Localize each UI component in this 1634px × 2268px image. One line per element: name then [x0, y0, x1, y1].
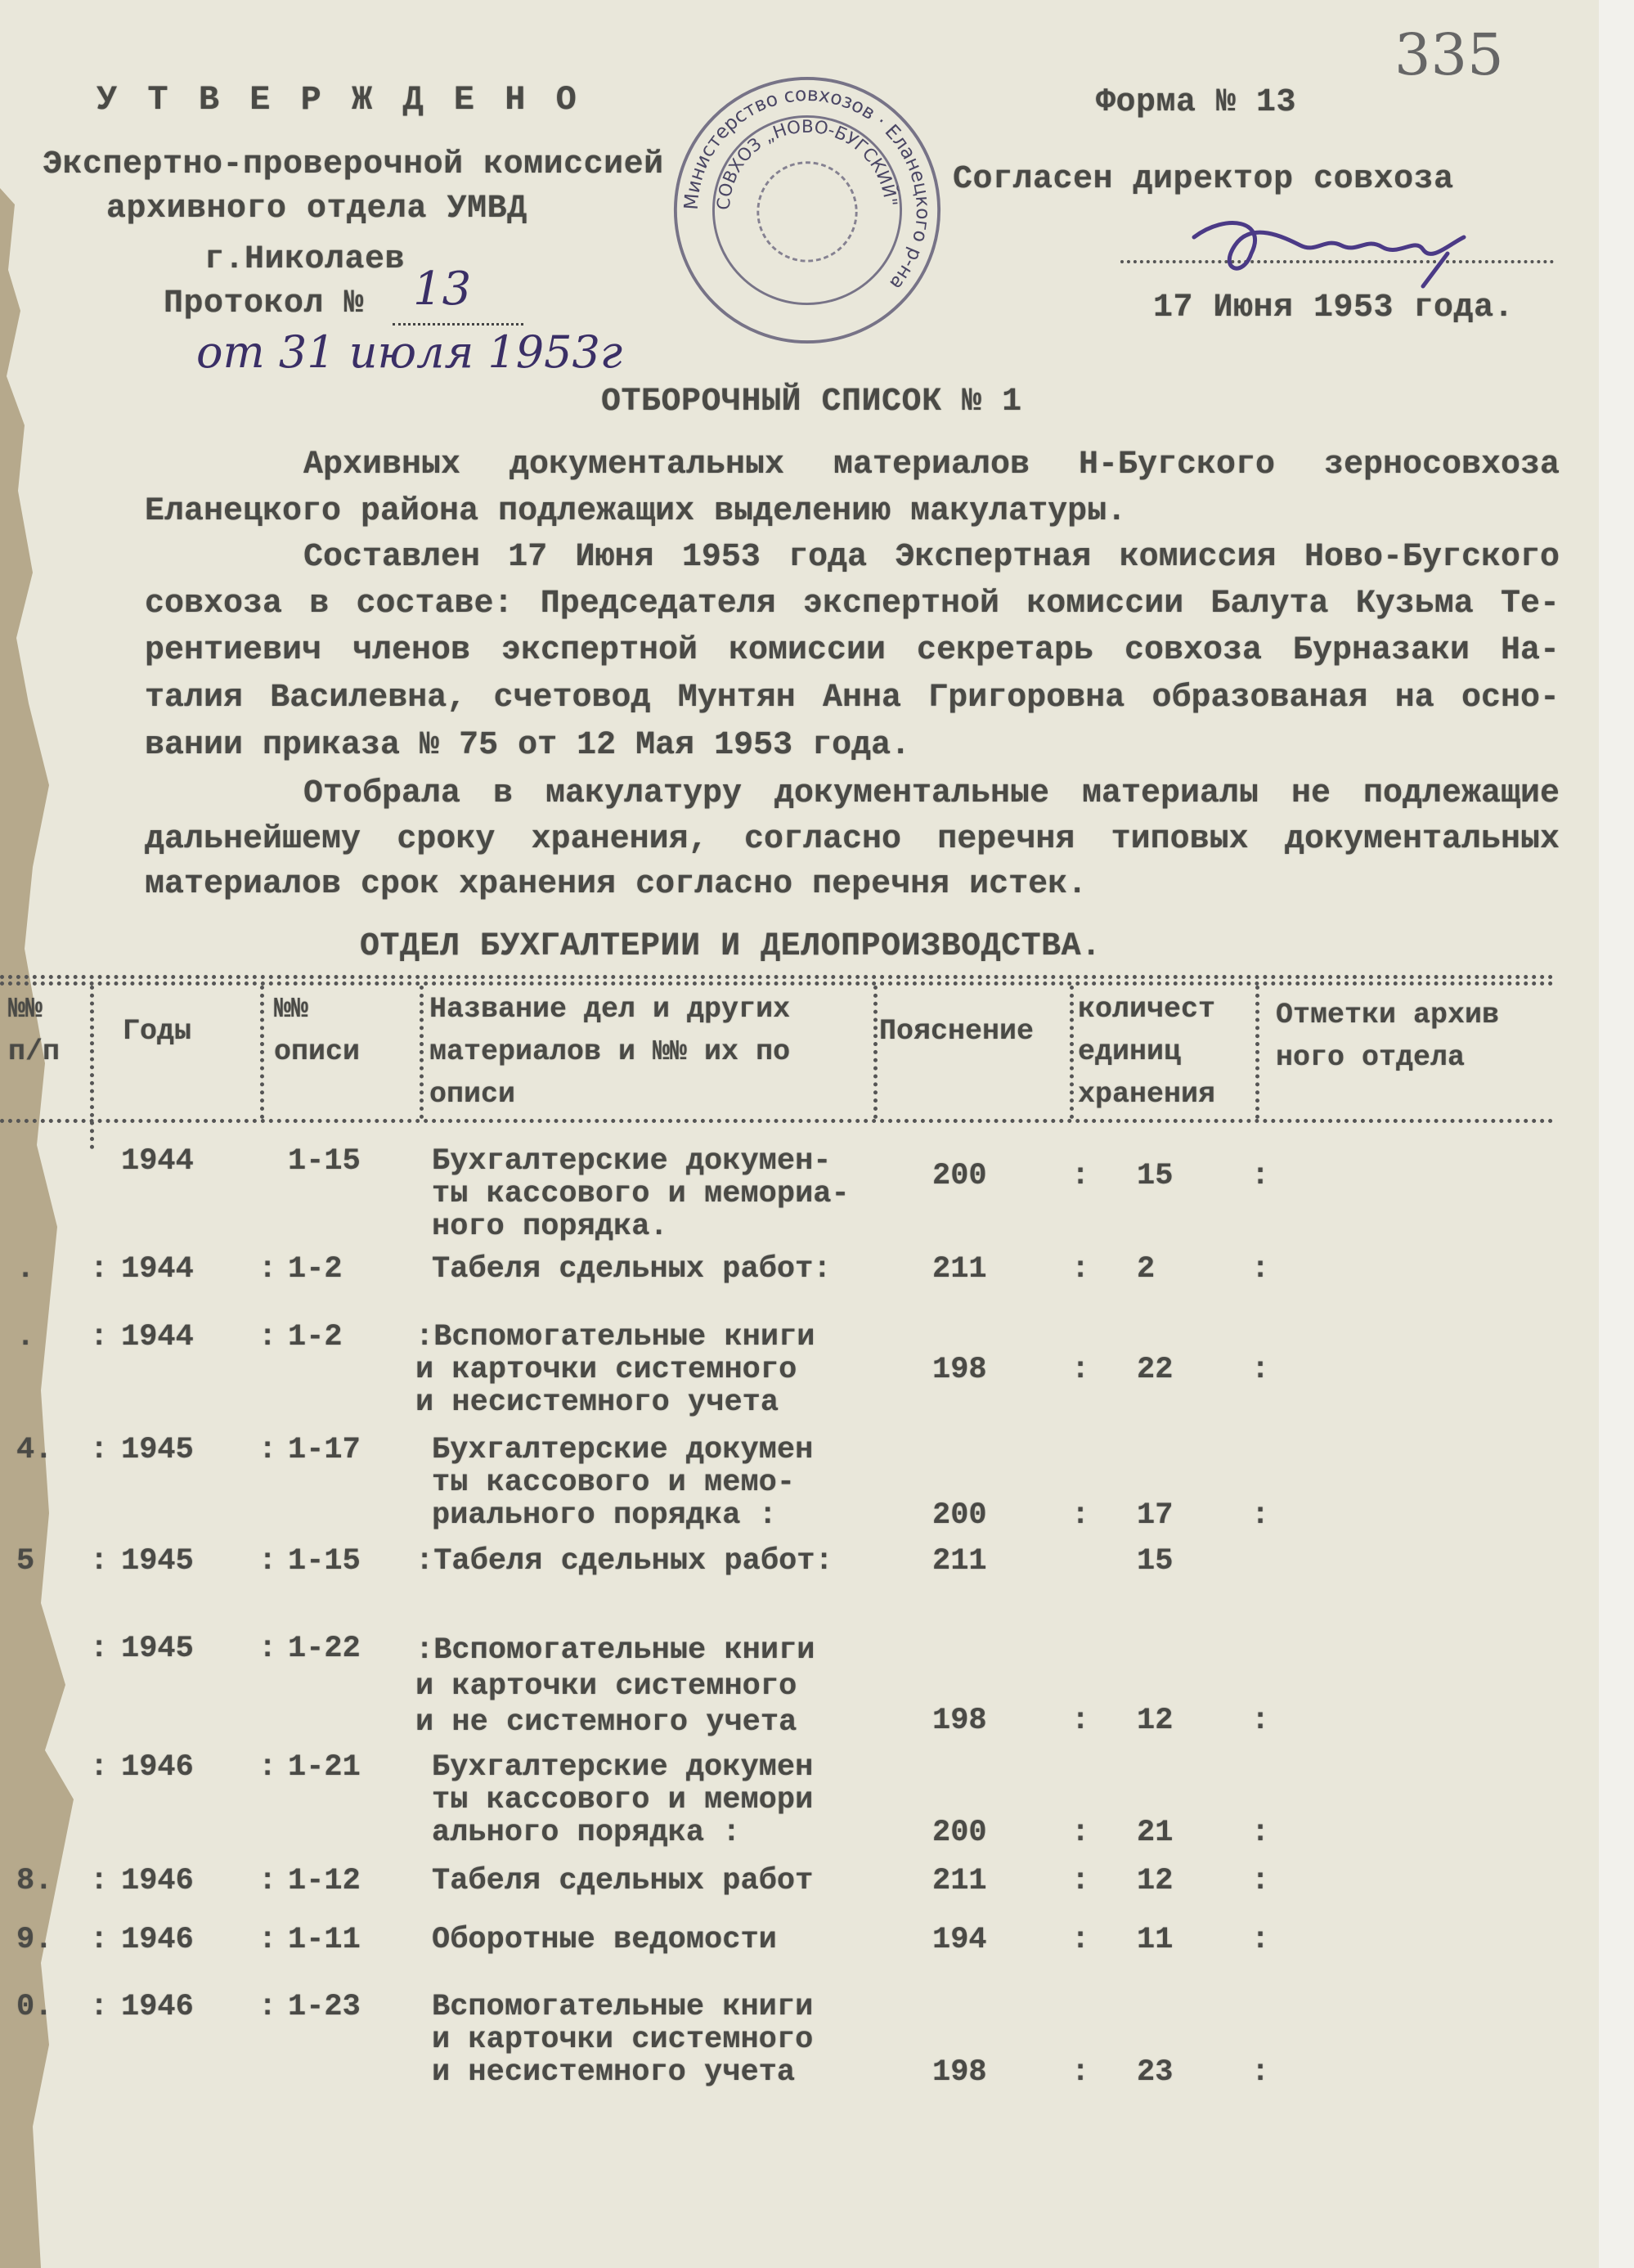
row-number: 8.	[16, 1864, 53, 1898]
row-units: 11	[1137, 1923, 1174, 1957]
separator: :	[1251, 1252, 1270, 1287]
row-year: 1945	[121, 1544, 194, 1579]
row-number: 4.	[16, 1433, 53, 1467]
separator: :	[258, 1923, 277, 1957]
row-units: 2	[1137, 1252, 1156, 1287]
column-divider	[1070, 986, 1074, 1119]
row-title: Бухгалтерские докумен ты кассового и мемо- риального порядка :	[432, 1433, 814, 1533]
column-divider	[1255, 986, 1259, 1119]
table-row	[0, 1750, 1634, 1850]
row-explanation: 211	[932, 1544, 987, 1579]
column-divider	[873, 986, 878, 1119]
table-header-bottom-rule	[0, 1119, 1554, 1123]
row-units: 22	[1137, 1353, 1174, 1387]
row-year: 1945	[121, 1632, 194, 1666]
separator: :	[90, 1433, 109, 1467]
separator: :	[1071, 1923, 1090, 1957]
row-units: 15	[1137, 1159, 1174, 1193]
row-explanation: 200	[932, 1159, 987, 1193]
sheet-number-handwritten: 335	[1394, 21, 1504, 88]
table-row	[0, 1632, 1634, 1740]
approval-heading: У Т В Е Р Ж Д Е Н О	[97, 80, 581, 119]
protocol-label: Протокол №	[164, 285, 384, 322]
table-row	[0, 1544, 1634, 1579]
row-units: 15	[1137, 1544, 1174, 1579]
column-divider	[420, 986, 424, 1119]
row-title: Вспомогательные книги и карточки системного и несистемного учета	[432, 1990, 814, 2090]
row-explanation: 200	[932, 1816, 987, 1850]
header-inventory: №№ описи	[274, 993, 361, 1068]
row-year: 1946	[121, 1864, 194, 1898]
separator: :	[1251, 1864, 1270, 1898]
stamp-inner-text: СОВХОЗ „НОВО-БУГСКИЙ"	[713, 116, 901, 211]
row-number: .	[16, 1320, 35, 1354]
row-year: 1944	[121, 1320, 194, 1354]
column-divider	[260, 986, 264, 1119]
table-top-rule	[0, 981, 1554, 986]
row-year: 1944	[121, 1144, 194, 1179]
separator: :	[1251, 1816, 1270, 1850]
separator: :	[1071, 1864, 1090, 1898]
header-years: Годы	[123, 1015, 192, 1048]
row-title: :Табеля сдельных работ:	[415, 1544, 833, 1579]
paragraph-line: Еланецкого района подлежащих выделению макулатуры.	[145, 493, 1127, 530]
header-title: Название дел и других материалов и №№ их по описи	[429, 993, 791, 1111]
paragraph-line: вании приказа № 75 от 12 Мая 1953 года.	[145, 727, 911, 764]
row-inventory: 1-21	[288, 1750, 361, 1785]
separator: :	[90, 1990, 109, 2024]
row-inventory: 1-23	[288, 1990, 361, 2024]
paragraph-line: Составлен 17 Июня 1953 года Экспертная комиссия Ново-Бугского	[303, 539, 1560, 576]
row-explanation: 198	[932, 2055, 987, 2090]
separator: :	[90, 1252, 109, 1287]
separator: :	[258, 1750, 277, 1785]
separator: :	[90, 1864, 109, 1898]
row-explanation: 211	[932, 1252, 987, 1287]
row-units: 12	[1137, 1704, 1174, 1738]
row-inventory: 1-12	[288, 1864, 361, 1898]
table-row	[0, 1864, 1634, 1898]
separator: :	[90, 1632, 109, 1666]
paragraph-line: совхоза в составе: Председателя экспертной комиссии Балута Кузьма Те-	[145, 586, 1560, 622]
row-title: Табеля сдельных работ	[432, 1864, 814, 1898]
row-explanation: 194	[932, 1923, 987, 1957]
paragraph-line: талия Василевна, счетовод Мунтян Анна Григоровна образованая на осно-	[145, 680, 1560, 716]
separator: :	[1071, 1252, 1090, 1287]
separator: :	[1251, 1159, 1270, 1193]
separator: :	[258, 1433, 277, 1467]
row-number: 5	[16, 1544, 35, 1579]
separator: :	[258, 1990, 277, 2024]
row-units: 12	[1137, 1864, 1174, 1898]
separator: :	[258, 1320, 277, 1354]
row-year: 1945	[121, 1433, 194, 1467]
section-heading: ОТДЕЛ БУХГАЛТЕРИИ И ДЕЛОПРОИЗВОДСТВА.	[360, 928, 1102, 965]
consent-line: Согласен директор совхоза	[953, 161, 1454, 198]
row-title: Бухгалтерские докумен- ты кассового и мемориа- ного порядка.	[432, 1144, 850, 1244]
table-row	[0, 1252, 1634, 1287]
row-number: 9.	[16, 1923, 53, 1957]
paragraph-line: материалов срок хранения согласно перечня истек.	[145, 866, 1088, 903]
row-inventory: 1-11	[288, 1923, 361, 1957]
protocol-number-handwritten: 13	[413, 263, 472, 316]
row-title: Табеля сдельных работ:	[432, 1252, 832, 1287]
row-number: 0.	[16, 1990, 53, 2024]
stamp-outer-text: Министерство совхозов · Еланецкого р-на	[680, 83, 935, 294]
separator: :	[90, 1750, 109, 1785]
row-title: Оборотные ведомости	[432, 1923, 777, 1957]
column-divider	[90, 986, 94, 1149]
row-inventory: 1-17	[288, 1433, 361, 1467]
table-top-rule	[0, 975, 1554, 979]
row-inventory: 1-15	[288, 1144, 361, 1179]
separator: :	[1071, 1159, 1090, 1193]
row-units: 21	[1137, 1816, 1174, 1850]
header-explanation: Пояснение	[879, 1015, 1035, 1048]
paragraph-line: рентиевич членов экспертной комиссии секретарь совхоза Бурназаки На-	[145, 632, 1560, 669]
row-explanation: 198	[932, 1353, 987, 1387]
separator: :	[1071, 1704, 1090, 1738]
row-number: .	[16, 1252, 35, 1287]
approval-line-1: Экспертно-проверочной комиссией	[43, 146, 664, 183]
paragraph-line: Архивных документальных материалов Н-Бугского зерносовхоза	[303, 447, 1560, 483]
row-inventory: 1-2	[288, 1252, 343, 1287]
separator: :	[90, 1923, 109, 1957]
separator: :	[1251, 1498, 1270, 1533]
paragraph-line: дальнейшему сроку хранения, согласно перечня типовых документальных	[145, 821, 1560, 858]
separator: :	[90, 1544, 109, 1579]
row-explanation: 211	[932, 1864, 987, 1898]
header-units: количест единиц хранения	[1078, 993, 1216, 1111]
official-stamp	[672, 75, 942, 345]
consent-date: 17 Июня 1953 года.	[1153, 290, 1515, 326]
separator: :	[1071, 1498, 1090, 1533]
protocol-underline	[393, 323, 523, 326]
director-signature	[1178, 200, 1488, 290]
table-row	[0, 1144, 1634, 1244]
row-year: 1946	[121, 1923, 194, 1957]
row-title: :Вспомогательные книги и карточки системного и не системного учета	[415, 1633, 815, 1740]
form-label: Форма № 13	[1096, 84, 1297, 121]
row-title: Бухгалтерские докумен ты кассового и мемори ального порядка :	[432, 1750, 814, 1850]
table-row	[0, 1433, 1634, 1533]
table-row	[0, 1320, 1634, 1420]
row-explanation: 200	[932, 1498, 987, 1533]
row-inventory: 1-2	[288, 1320, 343, 1354]
separator: :	[1251, 1923, 1270, 1957]
table-row	[0, 1923, 1634, 1957]
separator: :	[1251, 2055, 1270, 2090]
separator: :	[90, 1320, 109, 1354]
header-number: №№ п/п	[8, 993, 61, 1068]
table-row	[0, 1990, 1634, 2090]
paragraph-line: Отобрала в макулатуру документальные материалы не подлежащие	[303, 775, 1560, 812]
separator: :	[1071, 1816, 1090, 1850]
row-explanation: 198	[932, 1704, 987, 1738]
row-year: 1946	[121, 1990, 194, 2024]
separator: :	[1071, 2055, 1090, 2090]
separator: :	[258, 1632, 277, 1666]
separator: :	[1071, 1353, 1090, 1387]
separator: :	[258, 1864, 277, 1898]
row-inventory: 1-22	[288, 1632, 361, 1666]
row-units: 23	[1137, 2055, 1174, 2090]
separator: :	[258, 1252, 277, 1287]
document-title: ОТБОРОЧНЫЙ СПИСОК № 1	[601, 384, 1022, 420]
header-archive-notes: Отметки архив ного отдела	[1276, 999, 1500, 1074]
protocol-date-handwritten: от 31 июля 1953г	[196, 326, 623, 378]
row-year: 1944	[121, 1252, 194, 1287]
row-inventory: 1-15	[288, 1544, 361, 1579]
row-year: 1946	[121, 1750, 194, 1785]
row-title: :Вспомогательные книги и карточки системного и несистемного учета	[415, 1320, 815, 1420]
approval-line-2: архивного отдела УМВД	[106, 191, 527, 227]
row-units: 17	[1137, 1498, 1174, 1533]
approval-line-3: г.Николаев	[204, 241, 406, 278]
separator: :	[1251, 1353, 1270, 1387]
separator: :	[1251, 1704, 1270, 1738]
separator: :	[258, 1544, 277, 1579]
